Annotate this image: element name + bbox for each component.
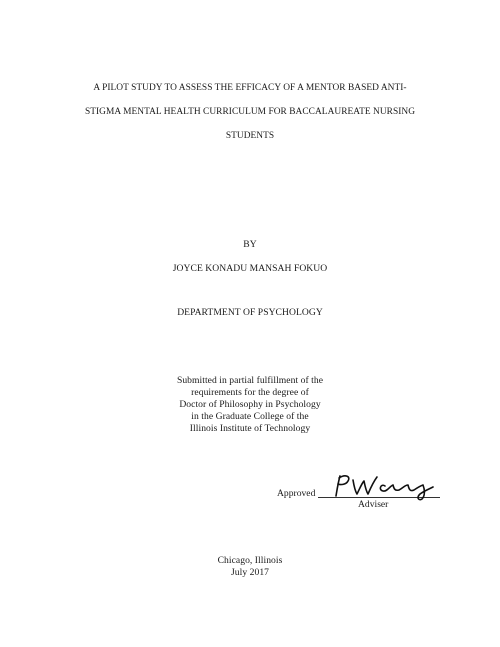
- date: July 2017: [230, 567, 270, 578]
- title-line-2: STIGMA MENTAL HEALTH CURRICULUM FOR BACCALAUREATE NURSING: [84, 107, 416, 117]
- author-name: JOYCE KONADU MANSAH FOKUO: [172, 263, 328, 274]
- by-label: BY: [243, 239, 257, 250]
- submission-line-3: Doctor of Philosophy in Psychology: [179, 399, 321, 410]
- approval-block: [277, 472, 447, 512]
- location: Chicago, Illinois: [217, 555, 283, 566]
- submission-line-4: in the Graduate College of the: [191, 411, 309, 422]
- submission-line-1: Submitted in partial fulfillment of the: [176, 375, 324, 386]
- submission-line-5: Illinois Institute of Technology: [189, 423, 311, 434]
- adviser-signature: [329, 472, 439, 502]
- approved-label: Approved: [277, 488, 316, 499]
- adviser-label: Adviser: [358, 499, 389, 510]
- department-name: DEPARTMENT OF PSYCHOLOGY: [177, 307, 323, 318]
- title-line-3: STUDENTS: [225, 131, 275, 141]
- submission-line-2: requirements for the degree of: [191, 387, 309, 398]
- title-line-1: A PILOT STUDY TO ASSESS THE EFFICACY OF A MENTOR BASED ANTI-: [93, 83, 407, 93]
